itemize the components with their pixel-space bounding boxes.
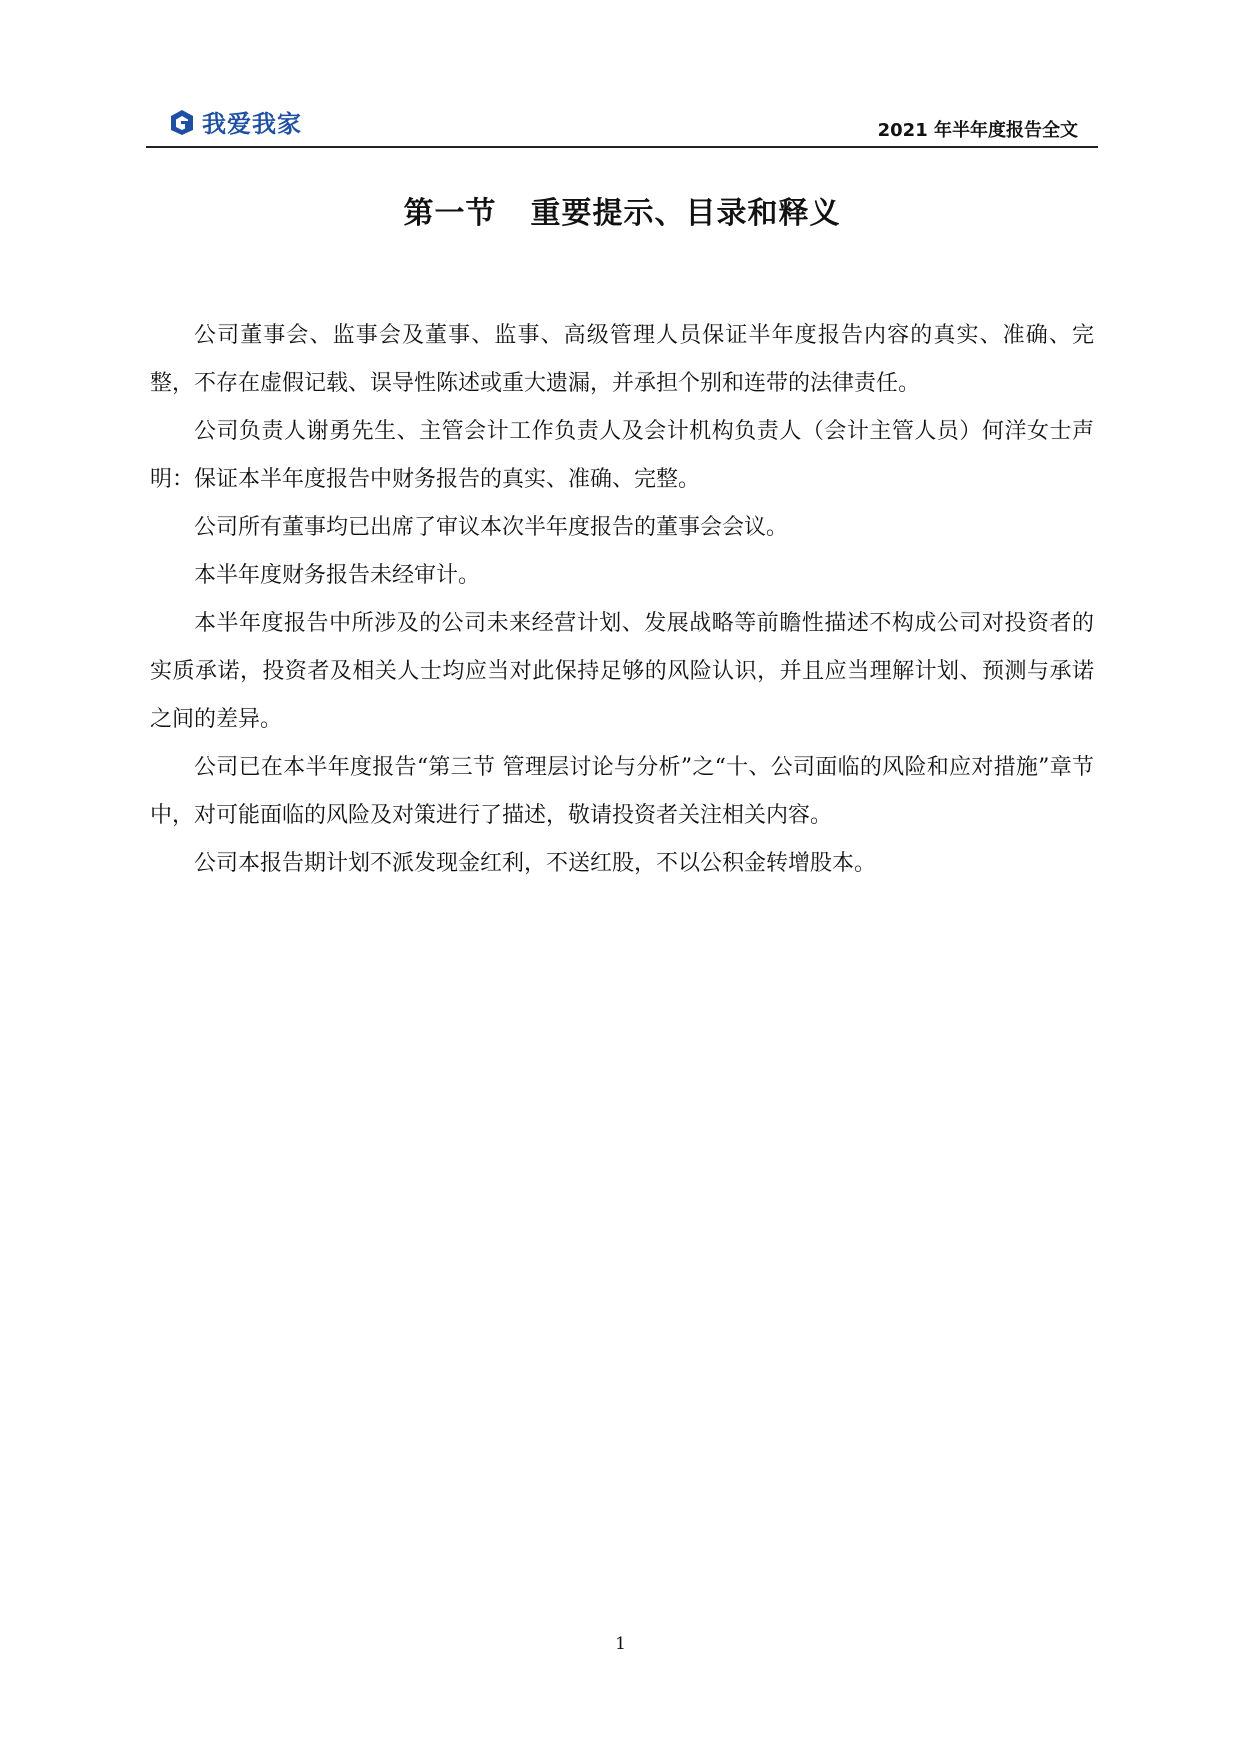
paragraph: 公司所有董事均已出席了审议本次半年度报告的董事会会议。 — [194, 515, 789, 540]
paragraph: 公司已在本半年度报告“第三节 管理层讨论与分析”之“十、公司面临的风险和应对措施”章节中，对可能面临的风险及对策进行了描述，敬请投资者关注相关内容。 — [150, 755, 1094, 828]
company-logo — [168, 104, 302, 139]
paragraph: 本半年度财务报告未经审计。 — [194, 563, 481, 588]
section-number: 第一节 — [403, 196, 497, 231]
paragraph: 公司负责人谢勇先生、主管会计工作负责人及会计机构负责人（会计主管人员）何洋女士声明：保证本半年度报告中财务报告的真实、准确、完整。 — [150, 419, 1094, 492]
paragraph: 公司本报告期计划不派发现金红利，不送红股，不以公积金转增股本。 — [194, 851, 877, 876]
page-number: 1 — [615, 1634, 626, 1654]
page-header — [146, 100, 1098, 148]
paragraph: 公司董事会、监事会及董事、监事、高级管理人员保证半年度报告内容的真实、准确、完整，不存在虚假记载、误导性陈述或重大遗漏，并承担个别和连带的法律责任。 — [150, 323, 1094, 396]
logo-text: 我爱我家 — [202, 110, 302, 138]
house-logo-icon — [168, 108, 196, 136]
section-title — [146, 188, 1098, 232]
paragraph: 本半年度报告中所涉及的公司未来经营计划、发展战略等前瞻性描述不构成公司对投资者的实质承诺，投资者及相关人士均应当对此保持足够的风险认识，并且应当理解计划、预测与承诺之间的差异。 — [150, 611, 1094, 732]
body-content — [150, 312, 1094, 888]
report-title: 2021 年半年度报告全文 — [877, 120, 1078, 141]
section-heading: 重要提示、目录和释义 — [530, 196, 841, 231]
